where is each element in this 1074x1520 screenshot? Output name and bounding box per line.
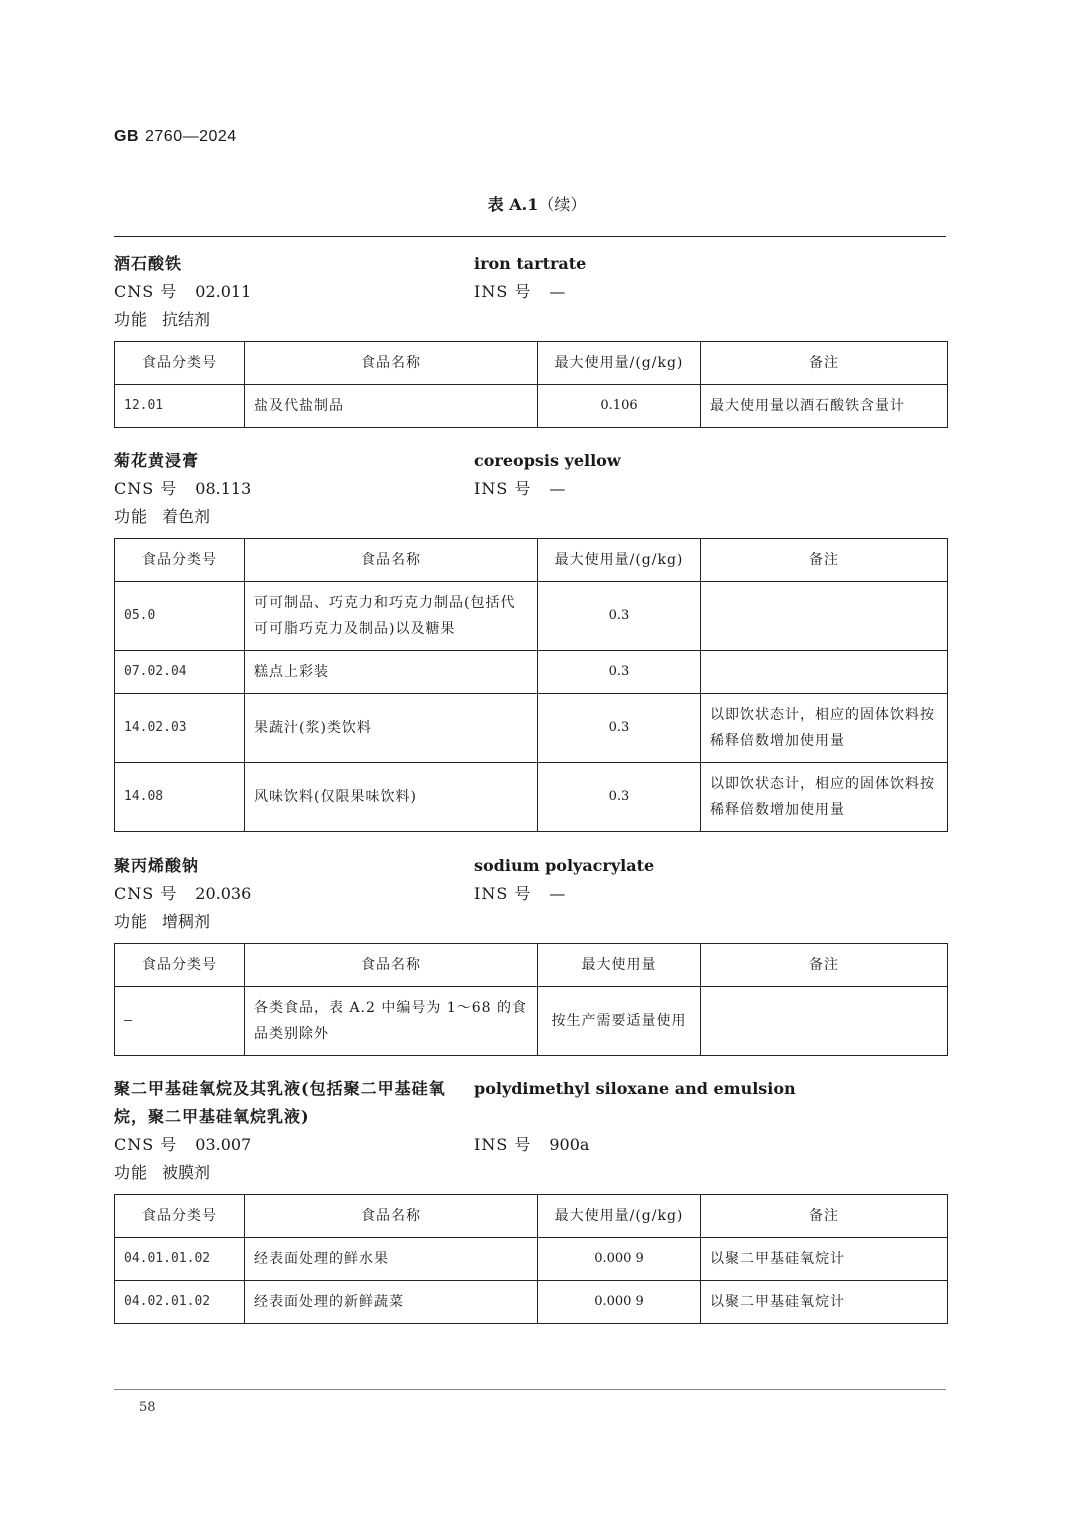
ins-value: 900a (549, 1135, 590, 1154)
table-header-row (115, 539, 948, 582)
table-row (115, 694, 948, 763)
ins-value: — (549, 282, 566, 301)
additive-section-coreopsis-yellow (114, 447, 946, 832)
food-code: 14.08 (115, 763, 245, 832)
food-code: 14.02.03 (115, 694, 245, 763)
ins-label: INS 号 (474, 1135, 532, 1154)
table-row (115, 987, 948, 1056)
additive-section-iron-tartrate (114, 250, 946, 428)
page-number: 58 (139, 1400, 156, 1415)
table-row (115, 651, 948, 694)
function-label: 功能 (114, 912, 149, 931)
ins-label: INS 号 (474, 479, 532, 498)
ins-value: — (549, 884, 566, 903)
note: 以即饮状态计，相应的固体饮料按稀释倍数增加使用量 (701, 763, 948, 832)
additive-name-en: coreopsis yellow (474, 451, 621, 470)
col-header-max: 最大使用量/(g/kg) (538, 539, 701, 582)
food-name: 经表面处理的鲜水果 (245, 1238, 538, 1281)
additive-section-sodium-polyacrylate (114, 852, 946, 1056)
table-row (115, 1238, 948, 1281)
col-header-code: 食品分类号 (115, 539, 245, 582)
col-header-code: 食品分类号 (115, 944, 245, 987)
col-header-food: 食品名称 (245, 342, 538, 385)
usage-table (114, 341, 948, 428)
food-name: 果蔬汁(浆)类饮料 (245, 694, 538, 763)
function-value: 着色剂 (162, 507, 211, 526)
usage-table (114, 538, 948, 832)
note: 以聚二甲基硅氧烷计 (701, 1238, 948, 1281)
food-name: 各类食品，表 A.2 中编号为 1～68 的食品类别除外 (245, 987, 538, 1056)
col-header-food: 食品名称 (245, 1195, 538, 1238)
col-header-note: 备注 (701, 342, 948, 385)
food-name: 盐及代盐制品 (245, 385, 538, 428)
standard-prefix: GB (114, 128, 139, 145)
additive-name-en: sodium polyacrylate (474, 856, 655, 875)
col-header-max: 最大使用量/(g/kg) (538, 342, 701, 385)
additive-name-cn: 菊花黄浸膏 (114, 451, 200, 470)
food-code: 05.0 (115, 582, 245, 651)
cns-value: 03.007 (195, 1135, 252, 1154)
cns-value: 02.011 (195, 282, 252, 301)
ins-label: INS 号 (474, 282, 532, 301)
table-caption (0, 192, 1074, 215)
food-code: 04.01.01.02 (115, 1238, 245, 1281)
top-rule (114, 236, 946, 237)
table-row (115, 1281, 948, 1324)
max-usage: 0.3 (538, 582, 701, 651)
note: 以即饮状态计，相应的固体饮料按稀释倍数增加使用量 (701, 694, 948, 763)
usage-table (114, 943, 948, 1056)
note (701, 987, 948, 1056)
max-usage: 0.3 (538, 651, 701, 694)
function-label: 功能 (114, 310, 149, 329)
cns-label: CNS 号 (114, 884, 178, 903)
additive-name-cn: 酒石酸铁 (114, 254, 183, 273)
table-caption-suffix: （续） (538, 195, 587, 214)
max-usage: 0.000 9 (538, 1238, 701, 1281)
table-header-row (115, 342, 948, 385)
function-label: 功能 (114, 1163, 149, 1182)
cns-value: 20.036 (195, 884, 252, 903)
col-header-food: 食品名称 (245, 944, 538, 987)
table-row (115, 582, 948, 651)
ins-value: — (549, 479, 566, 498)
col-header-food: 食品名称 (245, 539, 538, 582)
additive-name-cn: 聚丙烯酸钠 (114, 856, 200, 875)
cns-label: CNS 号 (114, 479, 178, 498)
max-usage: 按生产需要适量使用 (538, 987, 701, 1056)
food-name: 经表面处理的新鲜蔬菜 (245, 1281, 538, 1324)
col-header-code: 食品分类号 (115, 1195, 245, 1238)
food-name: 糕点上彩装 (245, 651, 538, 694)
note: 最大使用量以酒石酸铁含量计 (701, 385, 948, 428)
additive-name-en: iron tartrate (474, 254, 587, 273)
function-value: 被膜剂 (162, 1163, 211, 1182)
table-row (115, 763, 948, 832)
table-caption-label: 表 A.1 (487, 195, 539, 214)
note (701, 582, 948, 651)
ins-label: INS 号 (474, 884, 532, 903)
col-header-note: 备注 (701, 539, 948, 582)
table-row (115, 385, 948, 428)
function-label: 功能 (114, 507, 149, 526)
footer-rule (114, 1389, 946, 1390)
col-header-max: 最大使用量 (538, 944, 701, 987)
col-header-note: 备注 (701, 944, 948, 987)
function-value: 增稠剂 (162, 912, 211, 931)
food-code: 07.02.04 (115, 651, 245, 694)
note: 以聚二甲基硅氧烷计 (701, 1281, 948, 1324)
food-code: — (115, 987, 245, 1056)
food-name: 可可制品、巧克力和巧克力制品(包括代可可脂巧克力及制品)以及糖果 (245, 582, 538, 651)
function-value: 抗结剂 (162, 310, 211, 329)
cns-label: CNS 号 (114, 282, 178, 301)
food-code: 04.02.01.02 (115, 1281, 245, 1324)
food-code: 12.01 (115, 385, 245, 428)
max-usage: 0.000 9 (538, 1281, 701, 1324)
additive-section-polydimethyl-siloxane (114, 1075, 946, 1324)
col-header-max: 最大使用量/(g/kg) (538, 1195, 701, 1238)
food-name: 风味饮料(仅限果味饮料) (245, 763, 538, 832)
table-header-row (115, 944, 948, 987)
additive-name-cn: 聚二甲基硅氧烷及其乳液(包括聚二甲基硅氧烷，聚二甲基硅氧烷乳液) (114, 1079, 446, 1126)
cns-value: 08.113 (195, 479, 252, 498)
usage-table (114, 1194, 948, 1324)
note (701, 651, 948, 694)
cns-label: CNS 号 (114, 1135, 178, 1154)
max-usage: 0.3 (538, 763, 701, 832)
col-header-note: 备注 (701, 1195, 948, 1238)
col-header-code: 食品分类号 (115, 342, 245, 385)
additive-name-en: polydimethyl siloxane and emulsion (474, 1079, 796, 1098)
standard-number: 2760—2024 (145, 128, 237, 145)
table-header-row (115, 1195, 948, 1238)
standard-code (114, 128, 237, 146)
max-usage: 0.3 (538, 694, 701, 763)
max-usage: 0.106 (538, 385, 701, 428)
